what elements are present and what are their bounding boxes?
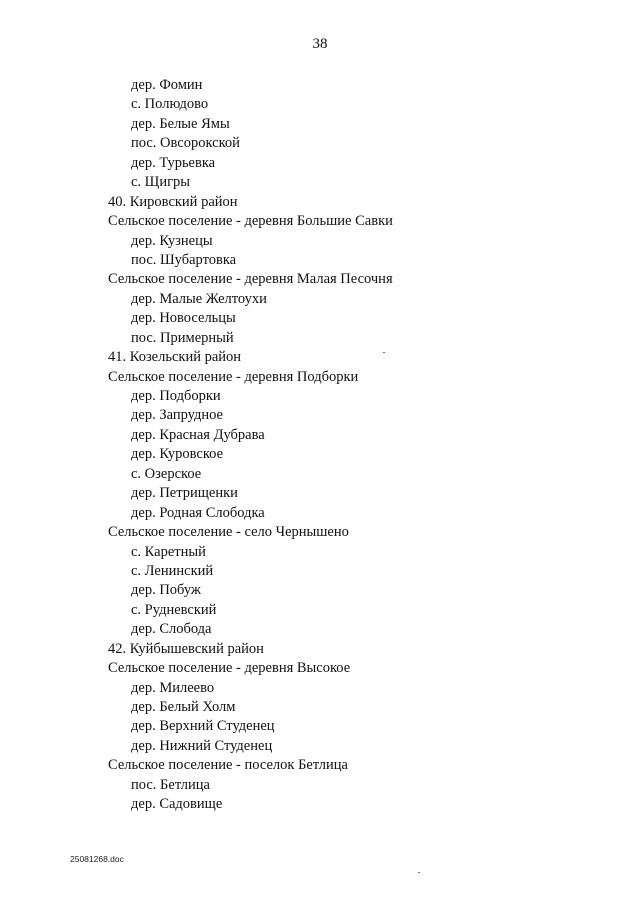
settlement-item: дер. Милеево — [131, 679, 215, 696]
settlement-item: пос. Бетлица — [131, 776, 210, 793]
settlement-item: дер. Куровское — [131, 446, 224, 463]
settlement-item: с. Щигры — [131, 174, 191, 191]
settlement-item: дер. Запрудное — [131, 407, 223, 424]
settlement-item: дер. Верхний Студенец — [131, 718, 275, 735]
section-heading: Сельское поселение - деревня Малая Песочня — [108, 271, 393, 288]
settlement-item: дер. Подборки — [131, 388, 221, 404]
settlement-item: с. Озерское — [131, 465, 202, 482]
section-heading: 41. Козельский район — [108, 349, 242, 366]
settlement-item: пос. Примерный — [131, 329, 234, 346]
document-filename: 25081268.doc — [70, 854, 124, 864]
settlement-item: пос. Овсорокской — [131, 135, 240, 152]
scan-speck — [418, 872, 420, 873]
section-heading: 40. Кировский район — [108, 193, 238, 210]
section-heading: Сельское поселение - деревня Высокое — [108, 660, 351, 677]
settlement-item: дер. Белые Ямы — [131, 115, 230, 132]
section-heading: Сельское поселение - деревня Большие Савки — [108, 213, 393, 230]
settlement-item: дер. Кузнецы — [131, 232, 213, 249]
settlement-item: дер. Белый Холм — [131, 699, 236, 715]
page-number: 38 — [312, 36, 328, 52]
settlement-list — [108, 76, 393, 815]
section-heading: 42. Куйбышевский район — [108, 640, 264, 657]
settlement-item: дер. Новосельцы — [131, 310, 236, 327]
settlement-item: пос. Шубартовка — [131, 251, 237, 268]
settlement-item: с. Полюдово — [131, 96, 209, 113]
settlement-item: с. Ленинский — [131, 562, 214, 579]
section-heading: Сельское поселение - деревня Подборки — [108, 368, 359, 385]
settlement-item: дер. Слобода — [131, 621, 212, 638]
scan-speck — [383, 352, 385, 353]
settlement-item: с. Каретный — [131, 543, 206, 560]
section-heading: Сельское поселение - село Чернышено — [108, 524, 349, 541]
settlement-item: дер. Малые Желтоухи — [131, 290, 267, 307]
settlement-item: дер. Турьевка — [131, 154, 216, 171]
settlement-item: дер. Нижний Студенец — [131, 737, 273, 754]
settlement-item: дер. Садовище — [131, 796, 223, 813]
settlement-item: дер. Побуж — [131, 582, 201, 599]
settlement-item: с. Рудневский — [131, 601, 217, 618]
settlement-item: дер. Родная Слободка — [131, 504, 265, 521]
settlement-item: дер. Фомин — [131, 77, 203, 93]
section-heading: Сельское поселение - поселок Бетлица — [108, 757, 348, 774]
settlement-item: дер. Петрищенки — [131, 485, 238, 502]
settlement-item: дер. Красная Дубрава — [131, 426, 265, 443]
